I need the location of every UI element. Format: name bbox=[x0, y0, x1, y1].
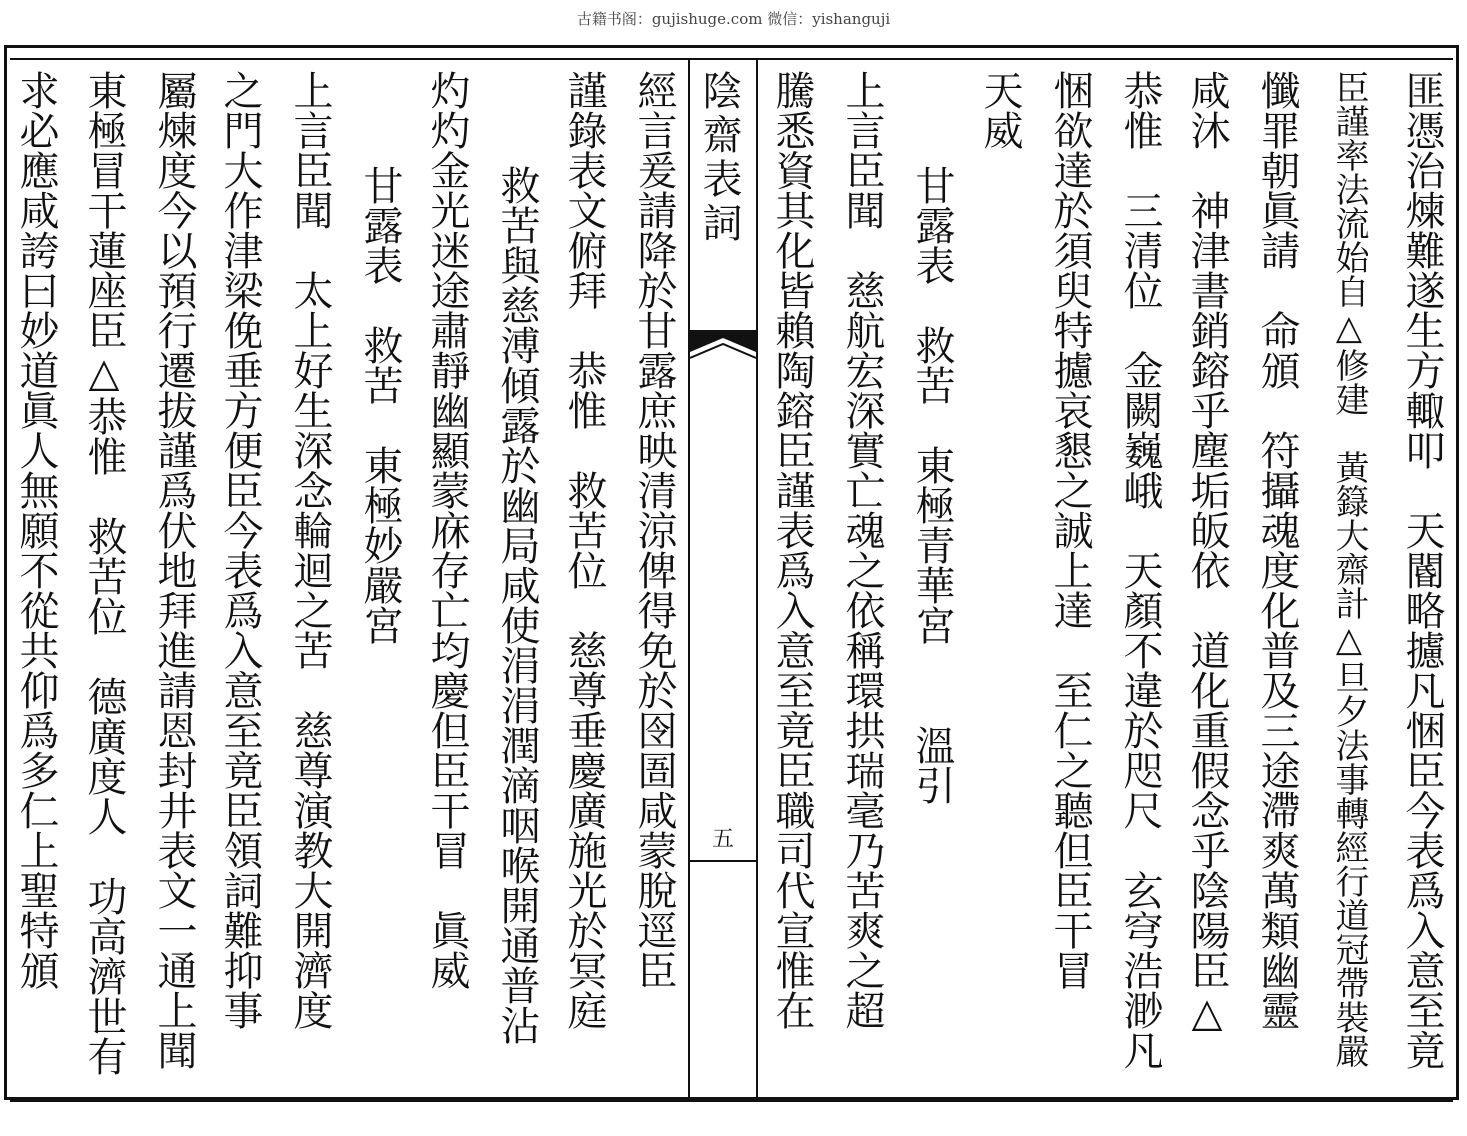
left-column-5: 甘露表 救苦 東極妙嚴宮 bbox=[357, 165, 403, 645]
right-column-9: 上言臣聞 慈航宏深實亡魂之依稱環拱瑞毫乃苦爽之超 bbox=[839, 70, 885, 1030]
center-divider bbox=[690, 860, 756, 862]
watermark: 古籍书阁：gujishuge.com 微信：yishanguji bbox=[576, 10, 891, 28]
left-column-10: 求必應咸誇曰妙道眞人無願不從共仰爲多仁上聖特頒 bbox=[13, 70, 59, 990]
right-column-1: 匪憑治煉難遂生方輙叩 天閽略攄凡悃臣今表爲入意至竟 bbox=[1399, 70, 1445, 1070]
right-column-3: 懺罪朝眞請 命頒 符攝魂度化普及三途滯爽萬類幽靈 bbox=[1254, 70, 1300, 1030]
left-column-3: 救苦與慈溥傾露於幽局咸使涓涓潤滴咽喉開通普沾 bbox=[494, 165, 540, 1045]
left-column-1: 經言爰請降於甘露庶映清涼俾得免於囹圄咸蒙脫逕臣 bbox=[631, 70, 677, 990]
fishtail-icon bbox=[690, 330, 756, 360]
right-column-2: 臣謹率法流始自△修建 黃籙大齋計△旦夕法事轉經行道冠帶裝嚴 bbox=[1329, 70, 1369, 1068]
right-column-7: 天威 bbox=[977, 70, 1023, 150]
left-column-4: 灼灼金光迷途肅靜幽顯蒙庥存亡均慶但臣干冒 眞威 bbox=[424, 70, 470, 990]
left-column-7: 之門大作津梁俛垂方便臣今表爲入意至竟臣領詞難抑事 bbox=[217, 70, 263, 1030]
right-column-8: 甘露表 救苦 東極青華宮 溫引 bbox=[909, 165, 955, 805]
right-column-10: 騰悉資其化皆賴陶鎔臣謹表爲入意至竟臣職司代宣惟在 bbox=[769, 70, 815, 1030]
page-number: 五 bbox=[712, 827, 735, 852]
right-column-4: 咸沐 神津書銷鎔乎塵垢皈依 道化重假念乎陰陽臣△ bbox=[1184, 70, 1230, 1036]
left-column-2: 謹錄表文俯拜 恭惟 救苦位 慈尊垂慶廣施光於冥庭 bbox=[561, 70, 607, 1030]
right-column-5: 恭惟 三清位 金闕巍峨 天顏不違於咫尺 玄穹浩渺凡 bbox=[1117, 70, 1163, 1070]
left-column-8: 屬煉度今以預行遷拔謹爲伏地拜進請恩封井表文一通上聞 bbox=[151, 70, 197, 1070]
right-column-6: 悃欲達於須臾特攄哀懇之誠上達 至仁之聽但臣干冒 bbox=[1047, 70, 1093, 990]
left-column-9: 東極冒干蓮座臣△恭惟 救苦位 德廣度人 功高濟世有 bbox=[81, 70, 127, 1076]
left-column-6: 上言臣聞 太上好生深念輪迴之苦 慈尊演教大開濟度 bbox=[287, 70, 333, 1030]
book-title: 陰齋表詞 bbox=[696, 70, 742, 246]
